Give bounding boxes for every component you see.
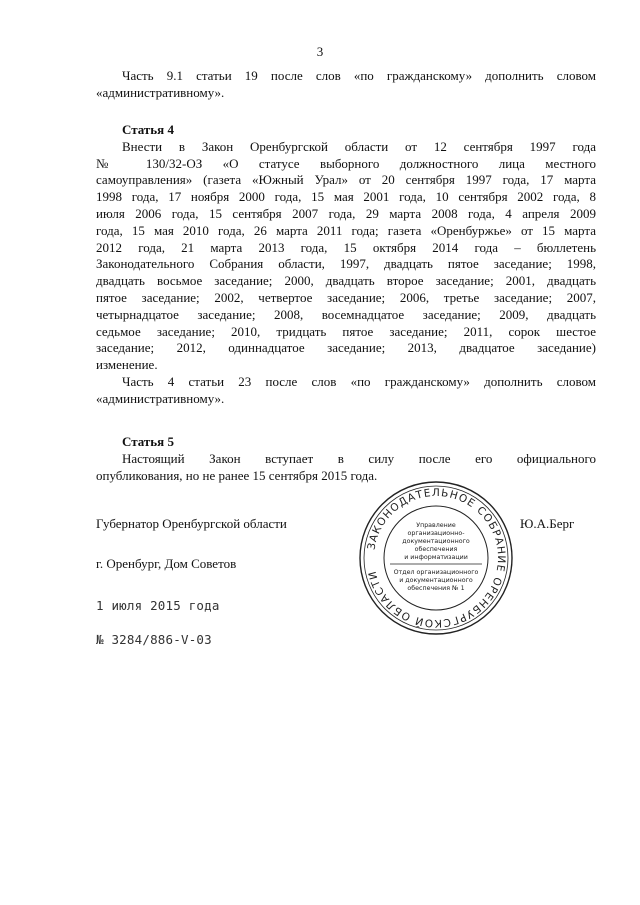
text-line: пятое заседание; 2002, четвертое заседание; 2006, третье заседание; 2007, [96, 289, 596, 305]
text-line: двадцать восьмое заседание; 2000, двадцать второе заседание; 2001, двадцать [96, 273, 596, 289]
text-line: Настоящий Закон вступает в силу после его официального [122, 450, 596, 466]
document-date: 1 июля 2015 года [96, 598, 220, 613]
text-line: Законодательного Собрания области, 1997, двадцать пятое заседание; 1998, [96, 256, 596, 272]
document-number: № 3284/886-V-03 [96, 632, 212, 647]
paragraph-part-9-1 [96, 68, 596, 102]
text-line: Часть 4 статьи 23 после слов «по гражданскому» дополнить словом [122, 373, 596, 389]
text-line: года, 15 мая 2010 года, 26 марта 2011 года; газета «Оренбуржье» от 15 марта [96, 222, 596, 238]
article-4-heading: Статья 4 [122, 122, 174, 137]
stamp-inner-line: Отдел организационного [393, 569, 479, 576]
stamp-inner-line: обеспечения № 1 [407, 585, 465, 592]
stamp-inner-line: обеспечения [414, 546, 458, 553]
text-line: самоуправления» (газета «Южный Урал» от 20 сентября 1997 года, 17 марта [96, 172, 596, 188]
stamp-outer-text: ЗАКОНОДАТЕЛЬНОЕ СОБРАНИЕ ОРЕНБУРГСКОЙ ОБЛАСТИ [365, 486, 508, 630]
text-line: опубликования, но не ранее 15 сентября 2015 года. [96, 467, 378, 483]
text-line: седьмое заседание; 2010, тридцать пятое заседание; 2011, сорок шестое [96, 323, 596, 339]
page-number: 3 [316, 44, 324, 59]
text-line: изменение. [96, 357, 158, 373]
official-stamp [356, 478, 516, 638]
article-5 [96, 434, 596, 484]
article-4-body [96, 139, 596, 374]
stamp-inner-line: Управление [416, 522, 456, 529]
text-line: «административному». [96, 84, 225, 100]
signatory-position: Губернатор Оренбургской области [96, 516, 287, 531]
text-line: № 130/32-ОЗ «О статусе выборного должностного лица местного [96, 155, 596, 171]
text-line: 2012 года, 21 марта 2013 года, 15 октября 2014 года – бюллетень [96, 239, 596, 255]
stamp-inner-line: документационного [402, 538, 470, 545]
signing-place: г. Оренбург, Дом Советов [96, 556, 237, 571]
stamp-inner-line: и документационного [399, 577, 473, 584]
signatory-name: Ю.А.Берг [520, 516, 575, 531]
stamp-inner-line: организационно- [407, 530, 465, 537]
text-line: Внести в Закон Оренбургской области от 12 сентября 1997 года [122, 138, 596, 154]
text-line: заседание; 2012, одиннадцатое заседание; 2013, двадцатое заседание) [96, 340, 596, 356]
text-line: четырнадцатое заседание; 2008, восемнадцатое заседание; 2009, двадцать [96, 306, 596, 322]
text-line: 1998 года, 17 ноября 2000 года, 15 мая 2001 года, 10 сентября 2002 года, 8 [96, 189, 596, 205]
article-4 [96, 122, 596, 408]
article-5-heading: Статья 5 [122, 434, 174, 449]
text-line: Часть 9.1 статьи 19 после слов «по гражданскому» дополнить словом [122, 68, 596, 83]
stamp-inner-line: и информатизации [404, 554, 468, 561]
text-line: июля 2006 года, 15 сентября 2007 года, 29 марта 2008 года, 4 апреля 2009 [96, 205, 596, 221]
text-line: «административному». [96, 390, 225, 406]
